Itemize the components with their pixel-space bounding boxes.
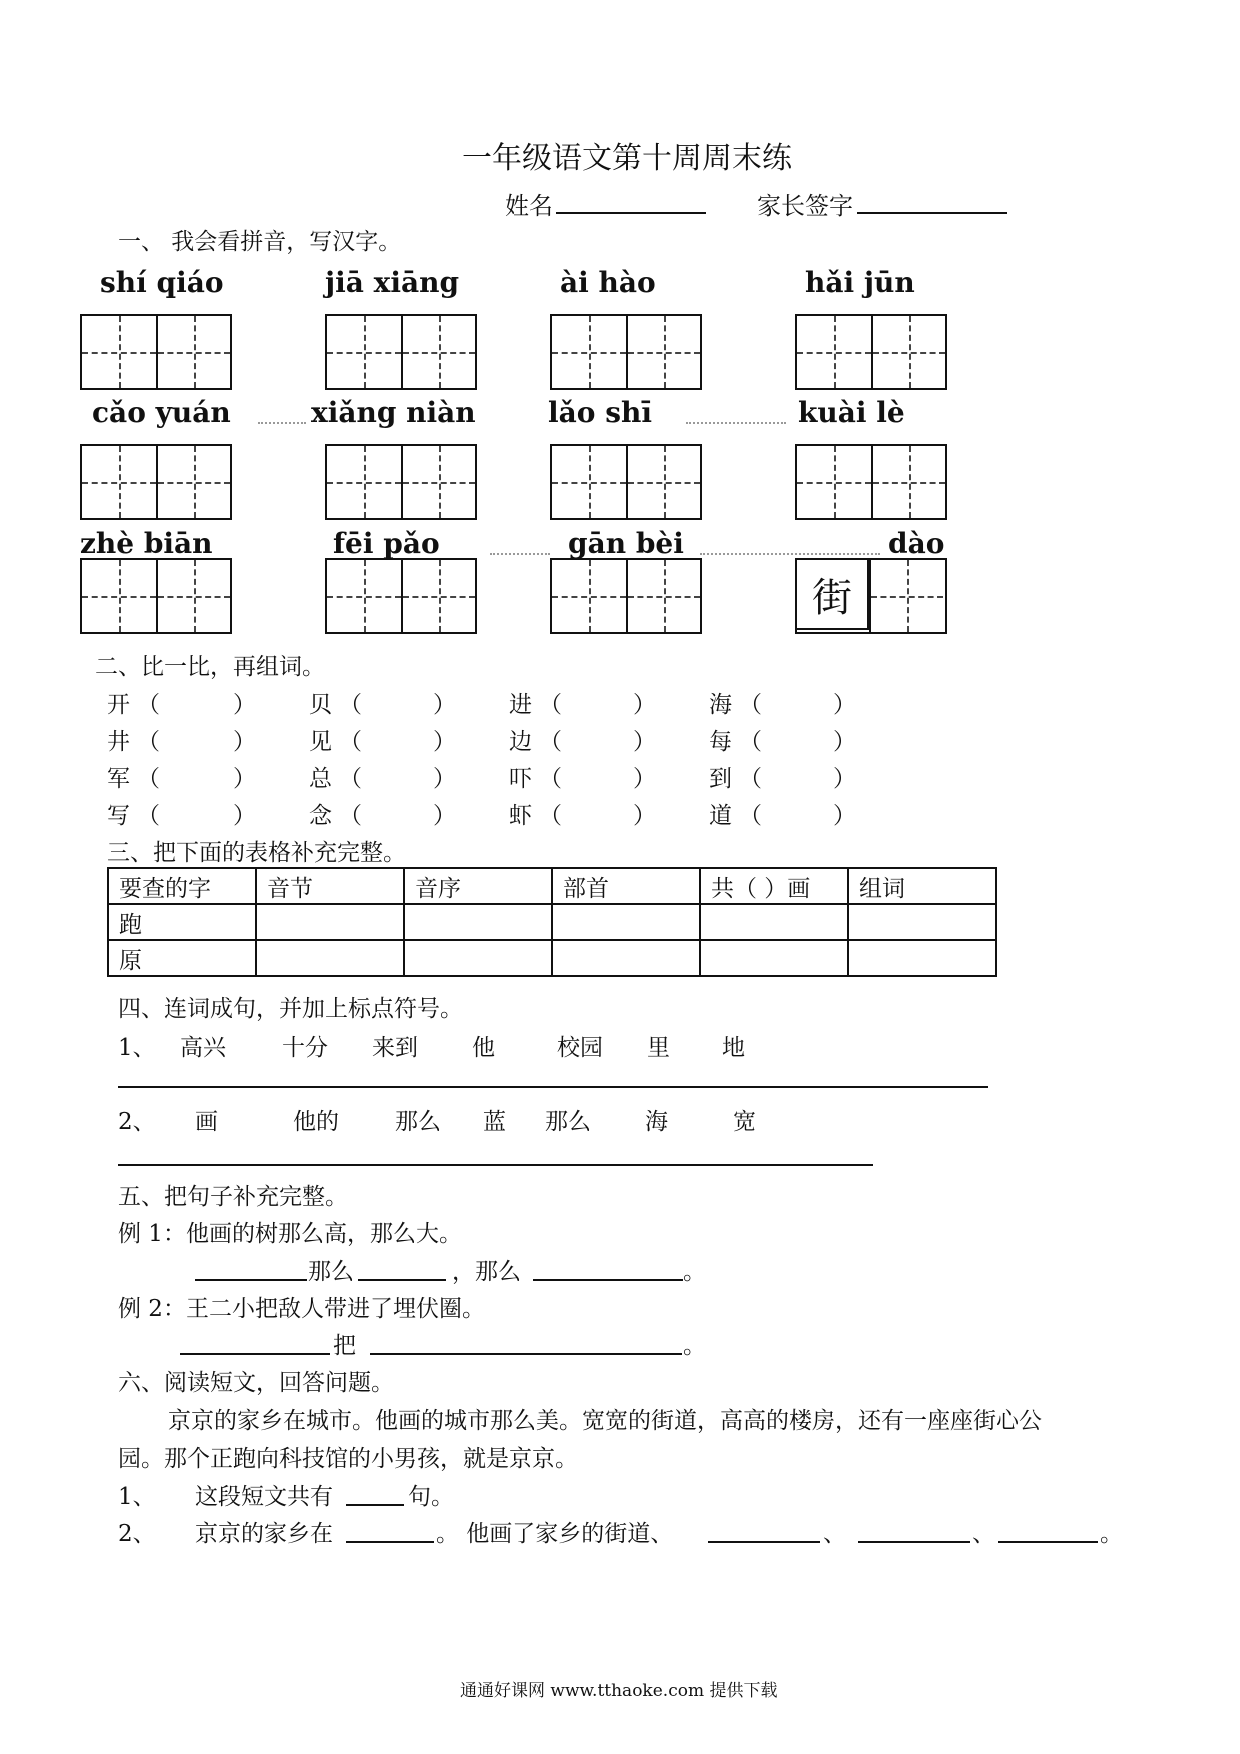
question-text: 京京的家乡在 [195,1521,333,1547]
paren-close: ） [633,692,656,718]
paren-open: （ [539,729,562,755]
compare-char: 念 [309,803,332,829]
section5-heading: 五、把句子补充完整。 [118,1184,348,1210]
given-character: 街 [795,558,869,630]
compare-char: 虾 [509,803,532,829]
fill-blank[interactable] [998,1541,1098,1543]
pinyin: ài hào [560,266,656,299]
compare-char: 到 [709,766,732,792]
fill-blank[interactable] [180,1353,330,1355]
writing-grid[interactable] [325,314,477,390]
page-title: 一年级语文第十周周末练 [462,141,792,176]
fill-text: 。 [683,1333,706,1359]
paren-close: ） [833,803,856,829]
compare-char: 开 [107,692,130,718]
writing-grid[interactable] [325,444,477,520]
fill-blank[interactable] [358,1279,446,1281]
word-tile: 那么 [545,1109,591,1135]
paren-close: ） [233,692,256,718]
word-tile: 画 [195,1109,218,1135]
word-tile: 宽 [733,1109,756,1135]
paren-open: （ [137,803,160,829]
compare-char: 进 [509,692,532,718]
pinyin: xiǎng niàn [311,396,476,429]
separator: 、 [823,1521,846,1547]
pinyin: fēi pǎo [333,527,440,560]
table-cell-blank[interactable] [256,904,404,940]
word-tile: 他 [472,1035,495,1061]
paren-open: （ [137,766,160,792]
pinyin: gān bèi [568,527,684,560]
item-number: 2、 [118,1109,156,1135]
compare-char: 吓 [509,766,532,792]
parent-sign-label: 家长签字 [757,192,853,220]
table-cell-char: 跑 [108,904,256,940]
separator: 。 [1100,1521,1123,1547]
example-1: 例 1：他画的树那么高，那么大。 [118,1221,462,1247]
paren-open: （ [339,766,362,792]
paren-open: （ [339,729,362,755]
paren-open: （ [739,803,762,829]
table-row [108,904,996,940]
pinyin: jiā xiāng [325,266,460,299]
compare-char: 贝 [309,692,332,718]
question-number: 2、 [118,1521,156,1547]
writing-grid[interactable] [80,558,232,634]
word-tile: 里 [647,1035,670,1061]
name-label: 姓名 [505,192,553,220]
fill-text: 把 [333,1333,356,1359]
dotted-leader [490,553,550,555]
separator: 、 [972,1521,995,1547]
table-cell-blank[interactable] [848,940,996,976]
dotted-leader [700,553,880,555]
lookup-table [107,867,997,977]
pinyin: cǎo yuán [92,396,231,429]
word-tile: 海 [645,1109,668,1135]
paren-close: ） [433,692,456,718]
paren-open: （ [137,729,160,755]
fill-text: ，那么 [452,1259,521,1285]
word-tile: 蓝 [483,1109,506,1135]
pinyin: kuài lè [798,396,905,429]
paren-close: ） [833,692,856,718]
footer-text: 通通好课网 www.tthaoke.com 提供下载 [460,1681,778,1701]
writing-grid[interactable] [325,558,477,634]
table-cell-blank[interactable] [552,904,700,940]
pinyin: zhè biān [80,527,213,560]
question-text: 。 他画了家乡的街道、 [436,1521,674,1547]
compare-char: 军 [107,766,130,792]
paren-close: ） [633,766,656,792]
fill-blank[interactable] [533,1279,683,1281]
paren-open: （ [539,803,562,829]
section3-heading: 三、把下面的表格补充完整。 [107,840,406,866]
paren-close: ） [833,766,856,792]
writing-grid[interactable] [795,314,947,390]
compare-char: 写 [107,803,130,829]
paren-close: ） [233,766,256,792]
name-field[interactable] [556,212,706,214]
paren-close: ） [433,766,456,792]
paren-close: ） [233,803,256,829]
word-tile: 十分 [282,1035,328,1061]
pinyin: hǎi jūn [805,266,915,299]
word-tile: 校园 [557,1035,603,1061]
fill-blank[interactable] [858,1541,970,1543]
example-2: 例 2：王二小把敌人带进了埋伏圈。 [118,1296,485,1322]
dotted-leader [686,422,786,424]
table-cell-blank[interactable] [256,940,404,976]
table-header: 音节 [256,868,404,904]
question-text: 句。 [408,1484,454,1510]
pinyin: lǎo shī [548,396,652,429]
writing-grid[interactable] [550,444,702,520]
paren-close: ） [233,729,256,755]
passage-line: 京京的家乡在城市。他画的城市那么美。宽宽的街道，高高的楼房，还有一座座街心公 [168,1408,1042,1434]
paren-open: （ [739,766,762,792]
compare-char: 井 [107,729,130,755]
compare-char: 每 [709,729,732,755]
table-cell-blank[interactable] [700,940,848,976]
parent-sign-field[interactable] [857,212,1007,214]
table-header: 共（ ）画 [700,868,848,904]
paren-open: （ [539,692,562,718]
table-cell-char: 原 [108,940,256,976]
pinyin: shí qiáo [100,266,224,299]
word-tile: 高兴 [180,1035,226,1061]
section2-heading: 二、比一比，再组词。 [95,654,325,680]
paren-open: （ [539,766,562,792]
question-number: 1、 [118,1484,156,1510]
section6-heading: 六、阅读短文，回答问题。 [118,1370,394,1396]
word-tile: 地 [722,1035,745,1061]
paren-close: ） [433,803,456,829]
word-tile: 来到 [372,1035,418,1061]
paren-open: （ [739,729,762,755]
table-header: 音序 [404,868,552,904]
answer-line[interactable] [118,1086,988,1088]
fill-blank[interactable] [346,1504,404,1506]
paren-open: （ [339,692,362,718]
compare-char: 边 [509,729,532,755]
paren-close: ） [633,803,656,829]
table-row [108,940,996,976]
question-text: 这段短文共有 [195,1484,333,1510]
paren-close: ） [433,729,456,755]
table-header-row [108,868,996,904]
paren-close: ） [633,729,656,755]
table-cell-blank[interactable] [700,904,848,940]
table-cell-blank[interactable] [404,904,552,940]
fill-blank[interactable] [370,1353,682,1355]
fill-blank[interactable] [346,1541,434,1543]
dotted-leader [258,422,306,424]
table-header: 部首 [552,868,700,904]
section4-heading: 四、连词成句，并加上标点符号。 [118,996,463,1022]
table-cell-blank[interactable] [404,940,552,976]
passage-line: 园。那个正跑向科技馆的小男孩，就是京京。 [118,1446,578,1472]
compare-char: 见 [309,729,332,755]
table-header: 组词 [848,868,996,904]
answer-line[interactable] [118,1164,873,1166]
writing-grid[interactable] [550,314,702,390]
paren-close: ） [833,729,856,755]
writing-grid[interactable] [550,558,702,634]
writing-grid[interactable] [80,314,232,390]
writing-grid[interactable] [795,444,947,520]
table-cell-blank[interactable] [848,904,996,940]
writing-grid[interactable] [795,558,947,634]
fill-text: 。 [683,1259,706,1285]
section1-heading: 一、 我会看拼音，写汉字。 [118,229,402,255]
fill-blank[interactable] [195,1279,307,1281]
paren-open: （ [137,692,160,718]
writing-grid[interactable] [80,444,232,520]
table-header: 要查的字 [108,868,256,904]
paren-open: （ [739,692,762,718]
paren-open: （ [339,803,362,829]
pinyin: dào [888,527,945,560]
word-tile: 他的 [293,1109,339,1135]
word-tile: 那么 [395,1109,441,1135]
compare-char: 道 [709,803,732,829]
compare-char: 总 [309,766,332,792]
item-number: 1、 [118,1035,156,1061]
fill-text: 那么 [308,1259,354,1285]
fill-blank[interactable] [708,1541,820,1543]
compare-char: 海 [709,692,732,718]
table-cell-blank[interactable] [552,940,700,976]
